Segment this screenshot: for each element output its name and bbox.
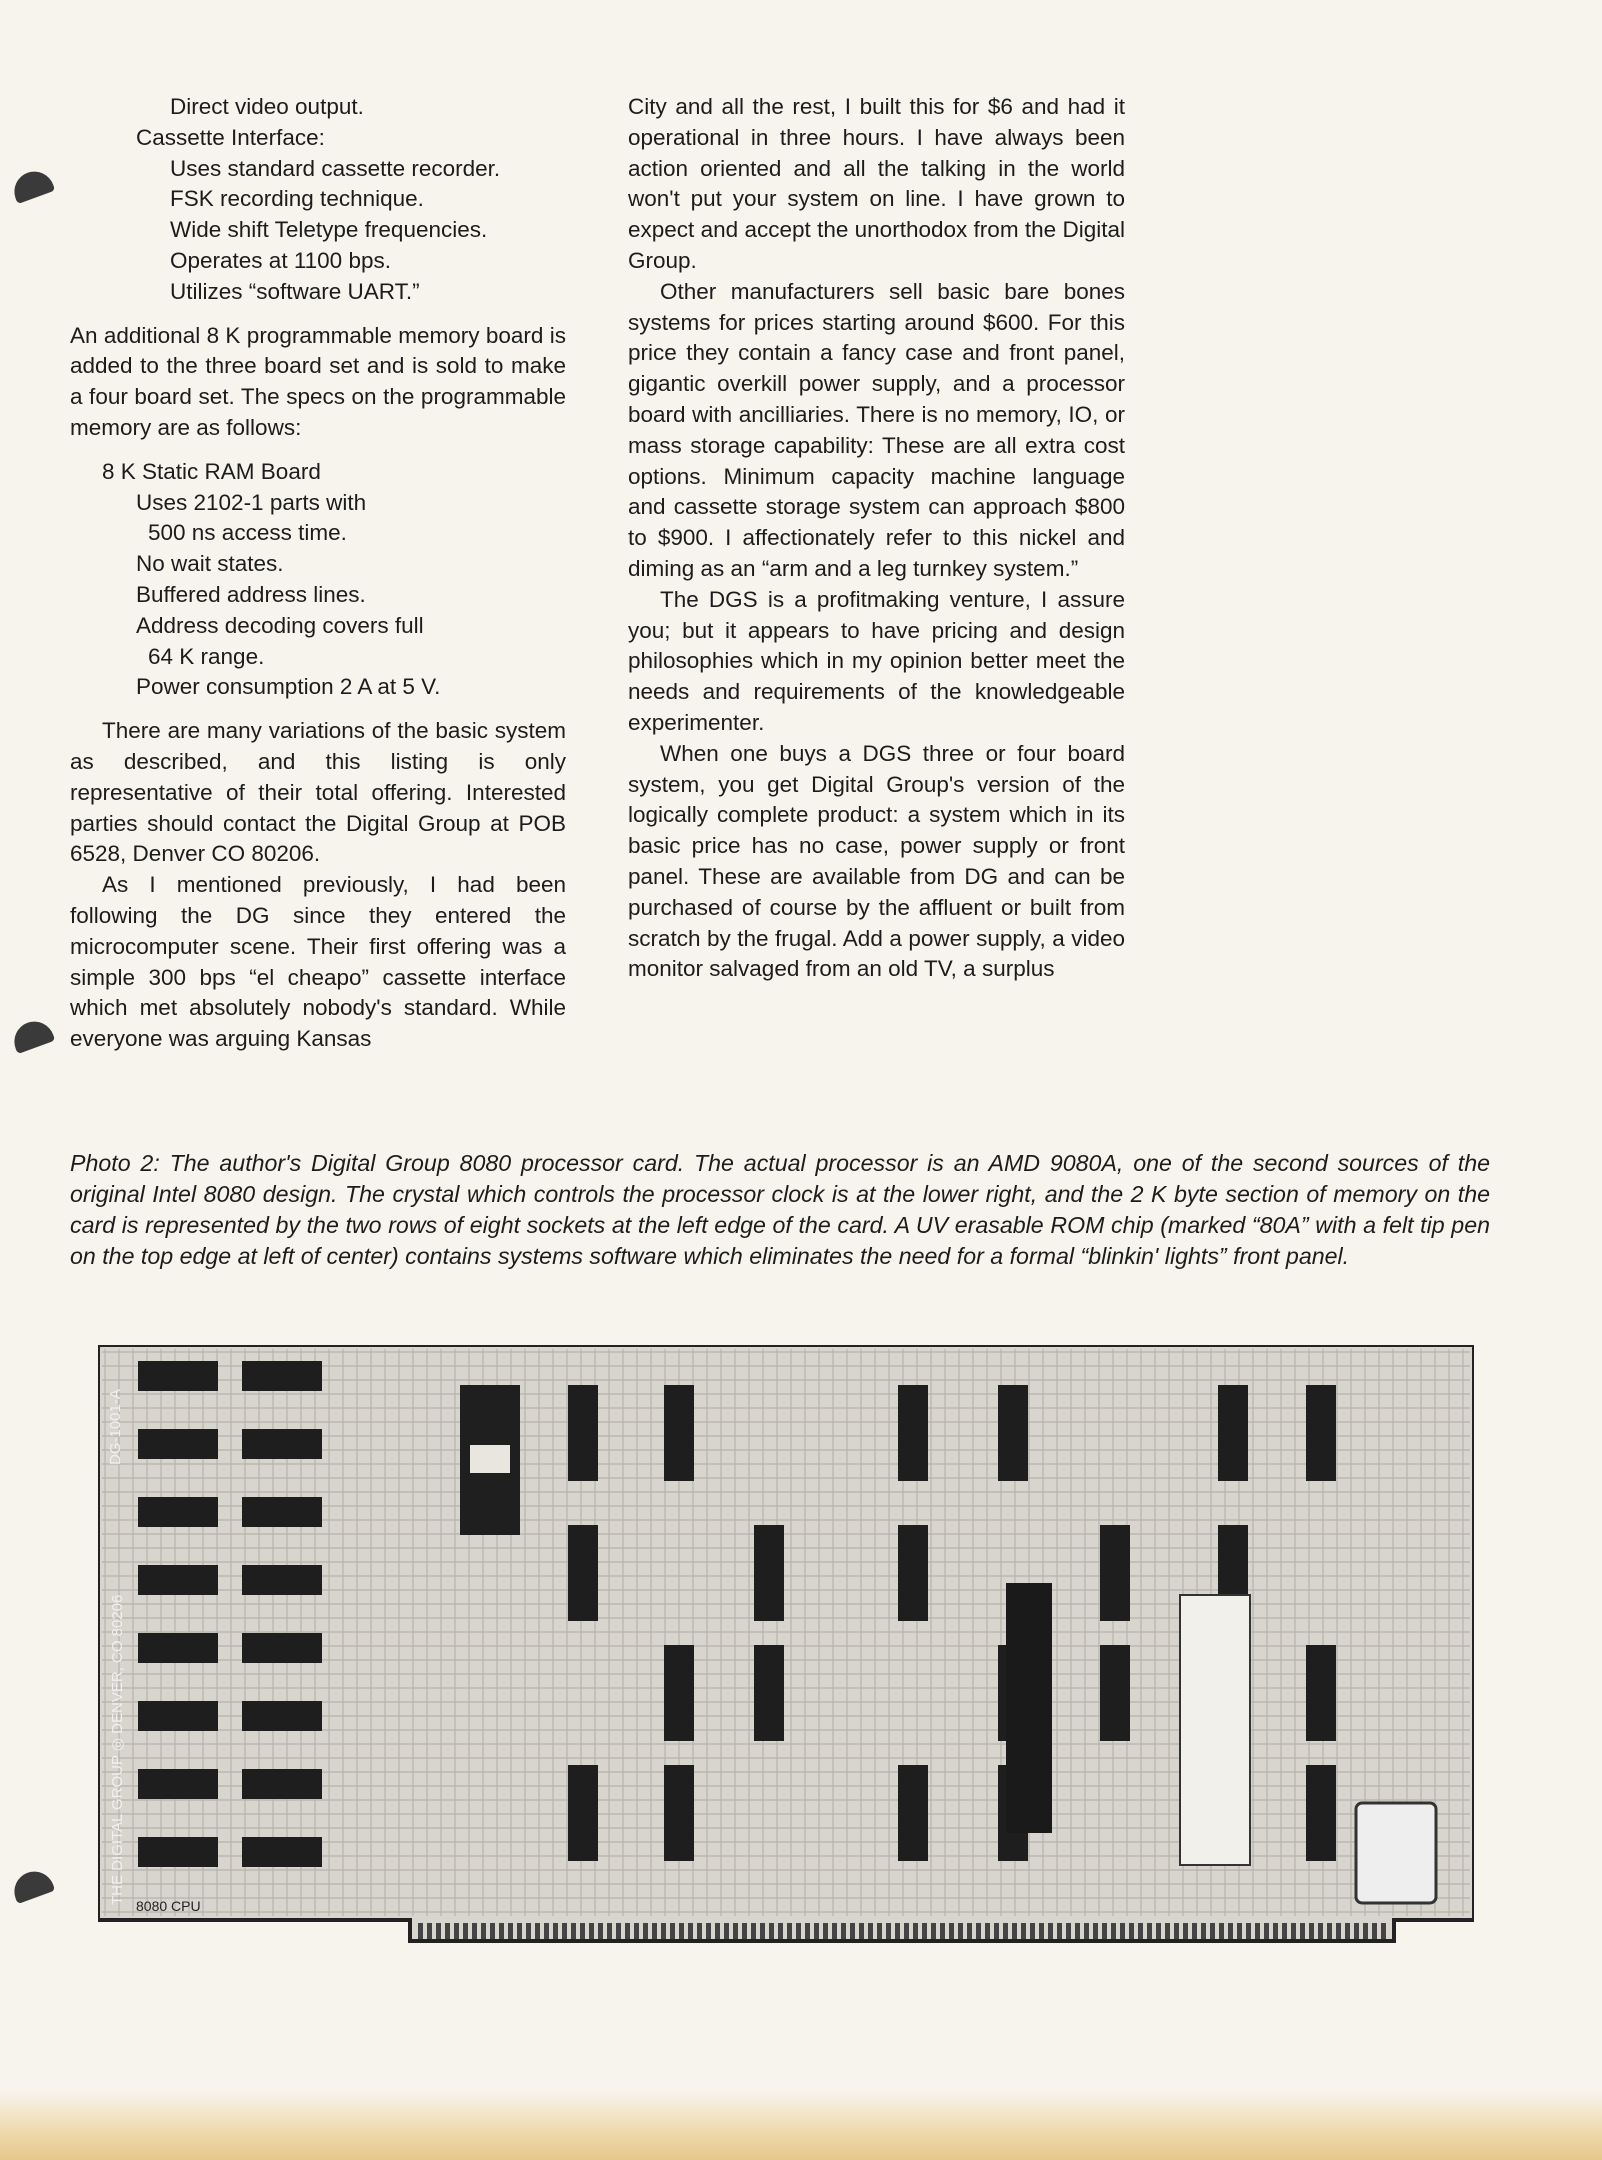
connector-finger xyxy=(742,1923,747,1939)
logic-chip xyxy=(898,1385,928,1481)
logic-chip xyxy=(664,1765,694,1861)
connector-finger xyxy=(1210,1923,1215,1939)
paragraph-other-manufacturers: Other manufacturers sell basic bare bones systems for prices starting around $600. For this price they contain a fancy case and front panel, gigantic overkill power supply, and a processor board with ancilliaries. There is no memory, IO, or mass storage capability: These are all extra cost options. Minimum capacity machine language and cassette storage system can approach $800 to $900. I affectionately refer to this nickel and diming as an “arm and a leg turnkey system.” xyxy=(628,278,1125,581)
memory-chip xyxy=(138,1565,218,1595)
connector-finger xyxy=(805,1923,810,1939)
connector-finger xyxy=(1318,1923,1323,1939)
connector-finger xyxy=(1192,1923,1197,1939)
logic-chip xyxy=(898,1525,928,1621)
connector-finger xyxy=(1147,1923,1152,1939)
connector-finger xyxy=(481,1923,486,1939)
connector-finger xyxy=(1021,1923,1026,1939)
connector-finger xyxy=(1075,1923,1080,1939)
connector-finger xyxy=(1300,1923,1305,1939)
connector-finger xyxy=(1030,1923,1035,1939)
connector-finger xyxy=(940,1923,945,1939)
connector-finger xyxy=(580,1923,585,1939)
connector-finger xyxy=(616,1923,621,1939)
logic-chip xyxy=(1306,1765,1336,1861)
memory-chip xyxy=(242,1497,322,1527)
spec-line: Operates at 1100 bps. xyxy=(170,247,391,273)
memory-chip xyxy=(138,1497,218,1527)
connector-finger xyxy=(517,1923,522,1939)
connector-finger xyxy=(679,1923,684,1939)
logic-chip xyxy=(664,1645,694,1741)
connector-finger xyxy=(1012,1923,1017,1939)
connector-finger xyxy=(796,1923,801,1939)
connector-finger xyxy=(868,1923,873,1939)
connector-finger xyxy=(733,1923,738,1939)
connector-finger xyxy=(841,1923,846,1939)
circuit-board-photo xyxy=(98,1345,1474,1963)
connector-finger xyxy=(454,1923,459,1939)
board-spec: Power consumption 2 A at 5 V. xyxy=(136,674,441,700)
connector-finger xyxy=(1066,1923,1071,1939)
connector-finger xyxy=(1138,1923,1143,1939)
connector-finger xyxy=(427,1923,432,1939)
connector-finger xyxy=(1381,1923,1386,1939)
right-column xyxy=(628,92,1125,985)
connector-finger xyxy=(598,1923,603,1939)
connector-finger xyxy=(850,1923,855,1939)
memory-chip xyxy=(242,1837,322,1867)
connector-finger xyxy=(1255,1923,1260,1939)
connector-finger xyxy=(1246,1923,1251,1939)
spec-line: Utilizes “software UART.” xyxy=(170,278,420,304)
logic-chip xyxy=(1306,1645,1336,1741)
connector-finger xyxy=(706,1923,711,1939)
connector-finger xyxy=(1084,1923,1089,1939)
memory-chip xyxy=(138,1429,218,1459)
crystal xyxy=(1356,1803,1436,1903)
connector-finger xyxy=(877,1923,882,1939)
connector-finger xyxy=(697,1923,702,1939)
connector-finger xyxy=(1309,1923,1314,1939)
connector-finger xyxy=(913,1923,918,1939)
connector-finger xyxy=(1057,1923,1062,1939)
spec-line: Direct video output. xyxy=(170,94,364,119)
connector-finger xyxy=(571,1923,576,1939)
memory-chip xyxy=(138,1701,218,1731)
connector-finger xyxy=(472,1923,477,1939)
logic-chip xyxy=(1100,1645,1130,1741)
connector-finger xyxy=(1111,1923,1116,1939)
connector-finger xyxy=(1048,1923,1053,1939)
connector-finger xyxy=(1291,1923,1296,1939)
connector-finger xyxy=(1201,1923,1206,1939)
connector-finger xyxy=(445,1923,450,1939)
connector-finger xyxy=(1003,1923,1008,1939)
connector-finger xyxy=(643,1923,648,1939)
connector-finger xyxy=(985,1923,990,1939)
connector-finger xyxy=(652,1923,657,1939)
connector-finger xyxy=(967,1923,972,1939)
connector-finger xyxy=(1372,1923,1377,1939)
connector-finger xyxy=(607,1923,612,1939)
white-module xyxy=(1180,1595,1250,1865)
connector-finger xyxy=(751,1923,756,1939)
memory-chip xyxy=(138,1633,218,1663)
connector-finger xyxy=(418,1923,423,1939)
binder-tab xyxy=(9,1866,55,1904)
spec-line: FSK recording technique. xyxy=(170,186,424,212)
board-spec: 64 K range. xyxy=(148,643,265,669)
logic-chip xyxy=(664,1385,694,1481)
connector-finger xyxy=(490,1923,495,1939)
memory-chip xyxy=(242,1769,322,1799)
connector-finger xyxy=(823,1923,828,1939)
connector-finger xyxy=(562,1923,567,1939)
connector-finger xyxy=(508,1923,513,1939)
memory-chip xyxy=(242,1565,322,1595)
memory-chip xyxy=(242,1633,322,1663)
connector-finger xyxy=(436,1923,441,1939)
logic-chip xyxy=(568,1525,598,1621)
connector-finger xyxy=(1327,1923,1332,1939)
connector-finger xyxy=(1093,1923,1098,1939)
spec-line: Uses standard cassette recorder. xyxy=(170,155,501,181)
connector-finger xyxy=(1345,1923,1350,1939)
connector-finger xyxy=(1282,1923,1287,1939)
connector-finger xyxy=(895,1923,900,1939)
connector-finger xyxy=(463,1923,468,1939)
eprom-window xyxy=(470,1445,510,1473)
connector-finger xyxy=(1363,1923,1368,1939)
left-column xyxy=(70,92,566,1055)
board-spec: Uses 2102-1 parts with xyxy=(136,489,367,515)
connector-finger xyxy=(778,1923,783,1939)
connector-finger xyxy=(1219,1923,1224,1939)
connector-finger xyxy=(670,1923,675,1939)
logic-chip xyxy=(1100,1525,1130,1621)
logic-chip xyxy=(568,1765,598,1861)
connector-finger xyxy=(553,1923,558,1939)
paragraph-variations: There are many variations of the basic system as described, and this listing is only representative of their total offering. Interested parties should contact the Digital Group at POB 6528, Denver CO 80206. xyxy=(70,718,566,867)
connector-finger xyxy=(625,1923,630,1939)
board-label: 8080 CPU xyxy=(136,1898,201,1914)
board-spec: Address decoding covers full xyxy=(136,612,424,638)
connector-finger xyxy=(1273,1923,1278,1939)
board-part-number: DG-1001-A xyxy=(107,1389,124,1465)
connector-finger xyxy=(661,1923,666,1939)
connector-finger xyxy=(931,1923,936,1939)
connector-finger xyxy=(1264,1923,1269,1939)
logic-chip xyxy=(898,1765,928,1861)
connector-finger xyxy=(715,1923,720,1939)
connector-finger xyxy=(526,1923,531,1939)
connector-finger xyxy=(589,1923,594,1939)
connector-finger xyxy=(544,1923,549,1939)
connector-finger xyxy=(724,1923,729,1939)
logic-chip xyxy=(754,1525,784,1621)
page-stain xyxy=(0,2090,1602,2160)
connector-finger xyxy=(1039,1923,1044,1939)
binder-tab xyxy=(9,166,55,204)
memory-chip xyxy=(138,1837,218,1867)
memory-chip xyxy=(242,1361,322,1391)
connector-finger xyxy=(1354,1923,1359,1939)
photo-caption: Photo 2: The author's Digital Group 8080 processor card. The actual processor is an AMD 9080A, one of the second sources of the original Intel 8080 design. The crystal which controls the processor clock is at the lower right, and the 2 K byte section of memory on the card is represented by the two rows of eight sockets at the left edge of the card. A UV erasable ROM chip (marked “80A” with a felt tip pen on the top edge at left of center) contains systems software which eliminates the need for a formal “blinkin' lights” front panel. xyxy=(70,1150,1490,1269)
connector-finger xyxy=(1228,1923,1233,1939)
spec-line: Cassette Interface: xyxy=(136,124,325,150)
paragraph-dgs: The DGS is a profitmaking venture, I assure you; but it appears to have pricing and design philosophies which in my opinion better meet the needs and requirements of the knowledgeable experimenter. xyxy=(628,586,1125,735)
memory-chip xyxy=(138,1361,218,1391)
connector-finger xyxy=(1165,1923,1170,1939)
logic-chip xyxy=(1218,1385,1248,1481)
cpu-chip xyxy=(1006,1583,1052,1833)
connector-finger xyxy=(1129,1923,1134,1939)
board-title: 8 K Static RAM Board xyxy=(102,458,321,484)
board-spec: Buffered address lines. xyxy=(136,581,366,607)
connector-finger xyxy=(832,1923,837,1939)
connector-finger xyxy=(634,1923,639,1939)
connector-finger xyxy=(760,1923,765,1939)
connector-finger xyxy=(1336,1923,1341,1939)
connector-finger xyxy=(922,1923,927,1939)
connector-finger xyxy=(769,1923,774,1939)
connector-finger xyxy=(535,1923,540,1939)
connector-finger xyxy=(859,1923,864,1939)
paragraph-memory: An additional 8 K programmable memory board is added to the three board set and is sold to make a four board set. The specs on the programmable memory are as follows: xyxy=(70,322,566,440)
connector-finger xyxy=(904,1923,909,1939)
spec-line: Wide shift Teletype frequencies. xyxy=(170,217,488,243)
connector-finger xyxy=(499,1923,504,1939)
connector-finger xyxy=(1120,1923,1125,1939)
board-spec: No wait states. xyxy=(136,551,284,577)
connector-finger xyxy=(1183,1923,1188,1939)
connector-finger xyxy=(949,1923,954,1939)
connector-finger xyxy=(688,1923,693,1939)
connector-finger xyxy=(1174,1923,1179,1939)
connector-finger xyxy=(958,1923,963,1939)
connector-finger xyxy=(976,1923,981,1939)
memory-chip xyxy=(138,1769,218,1799)
logic-chip xyxy=(568,1385,598,1481)
board-edge-text: THE DIGITAL GROUP ◎ DENVER, CO 80206 xyxy=(109,1594,126,1905)
connector-finger xyxy=(1156,1923,1161,1939)
board-spec: 500 ns access time. xyxy=(148,520,347,546)
connector-finger xyxy=(787,1923,792,1939)
connector-finger xyxy=(1237,1923,1242,1939)
connector-finger xyxy=(994,1923,999,1939)
logic-chip xyxy=(754,1645,784,1741)
paragraph-when: When one buys a DGS three or four board system, you get Digital Group's version of the logically complete product: a system which in its basic price has no case, power supply or front panel. These are available from DG and can be purchased of course by the affluent or built from scratch by the frugal. Add a power supply, a video monitor salvaged from an old TV, a surplus xyxy=(628,740,1125,982)
connector-finger xyxy=(1102,1923,1107,1939)
binder-tab xyxy=(9,1016,55,1054)
connector-finger xyxy=(886,1923,891,1939)
memory-chip xyxy=(242,1429,322,1459)
connector-finger xyxy=(814,1923,819,1939)
logic-chip xyxy=(1306,1385,1336,1481)
paragraph-city: City and all the rest, I built this for $6 and had it operational in three hours. I have always been action oriented and all the talking in the world won't put your system on line. I have grown to expect and accept the unorthodox from the Digital Group. xyxy=(628,94,1125,273)
paragraph-mentioned: As I mentioned previously, I had been following the DG since they entered the microcomputer scene. Their first offering was a simple 300 bps “el cheapo” cassette interface which met absolutely nobody's standard. While everyone was arguing Kansas xyxy=(70,872,566,1052)
memory-chip xyxy=(242,1701,322,1731)
logic-chip xyxy=(998,1385,1028,1481)
